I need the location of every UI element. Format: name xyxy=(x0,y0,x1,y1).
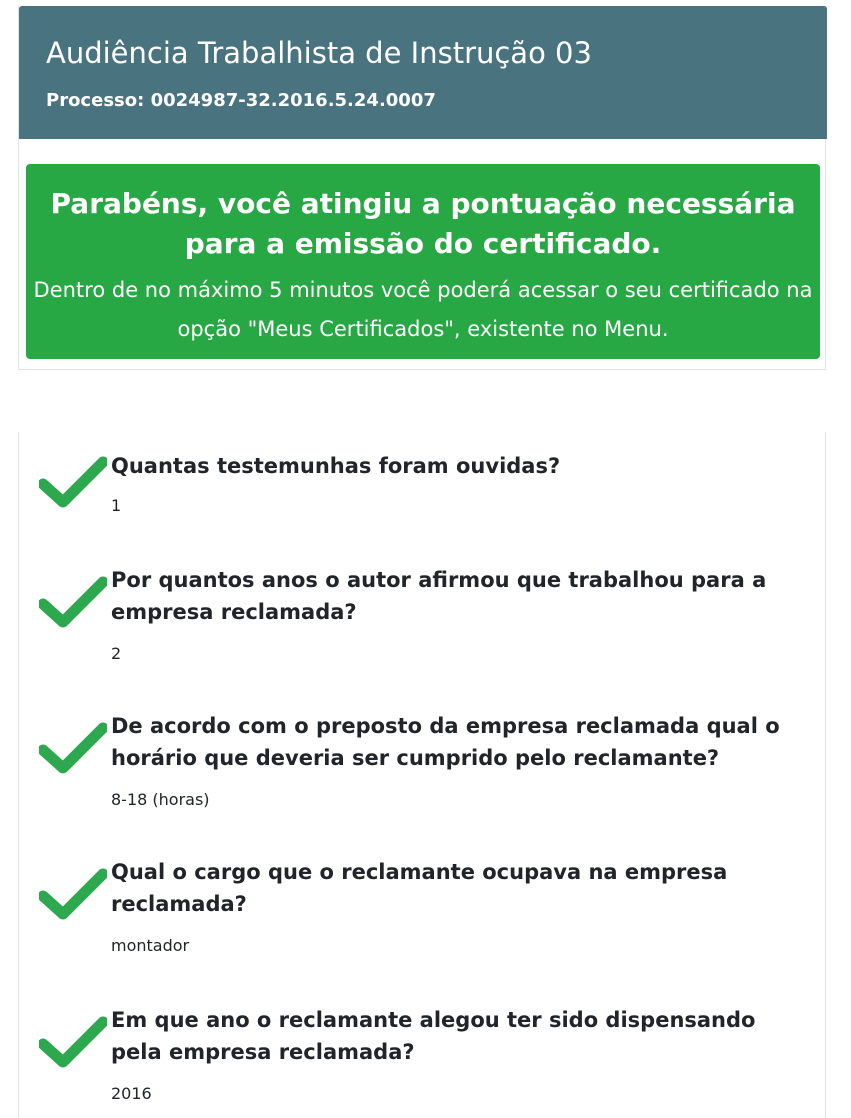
answer-text: 1 xyxy=(111,496,122,515)
answer-text: 2 xyxy=(111,644,122,663)
answer-text: montador xyxy=(111,936,190,955)
alert-message: Dentro de no máximo 5 minutos você poderá acessar o seu certificado na opção "Meus Certificados", existente no Menu. xyxy=(33,278,813,341)
answer-text: 8-18 (horas) xyxy=(111,790,210,809)
check-icon xyxy=(39,1016,107,1068)
question-text: De acordo com o preposto da empresa reclamada qual o horário que deveria ser cumprido pelo reclamante? xyxy=(111,714,780,770)
check-icon xyxy=(39,722,107,774)
answers-list xyxy=(18,432,826,1118)
success-alert xyxy=(26,164,820,359)
question-text: Em que ano o reclamante alegou ter sido dispensando pela empresa reclamada? xyxy=(111,1008,756,1064)
page-title: Audiência Trabalhista de Instrução 03 xyxy=(46,36,592,70)
process-number: Processo: 0024987-32.2016.5.24.0007 xyxy=(46,90,436,111)
check-icon xyxy=(39,576,107,628)
question-text: Por quantos anos o autor afirmou que trabalhou para a empresa reclamada? xyxy=(111,568,767,624)
course-card xyxy=(18,6,826,370)
question-text: Quantas testemunhas foram ouvidas? xyxy=(111,454,561,478)
check-icon xyxy=(39,456,107,508)
question-text: Qual o cargo que o reclamante ocupava na empresa reclamada? xyxy=(111,860,728,916)
check-icon xyxy=(39,868,107,920)
answer-text: 2016 xyxy=(111,1084,152,1103)
alert-title: Parabéns, você atingiu a pontuação necessária para a emissão do certificado. xyxy=(50,187,796,260)
card-header xyxy=(19,6,827,139)
